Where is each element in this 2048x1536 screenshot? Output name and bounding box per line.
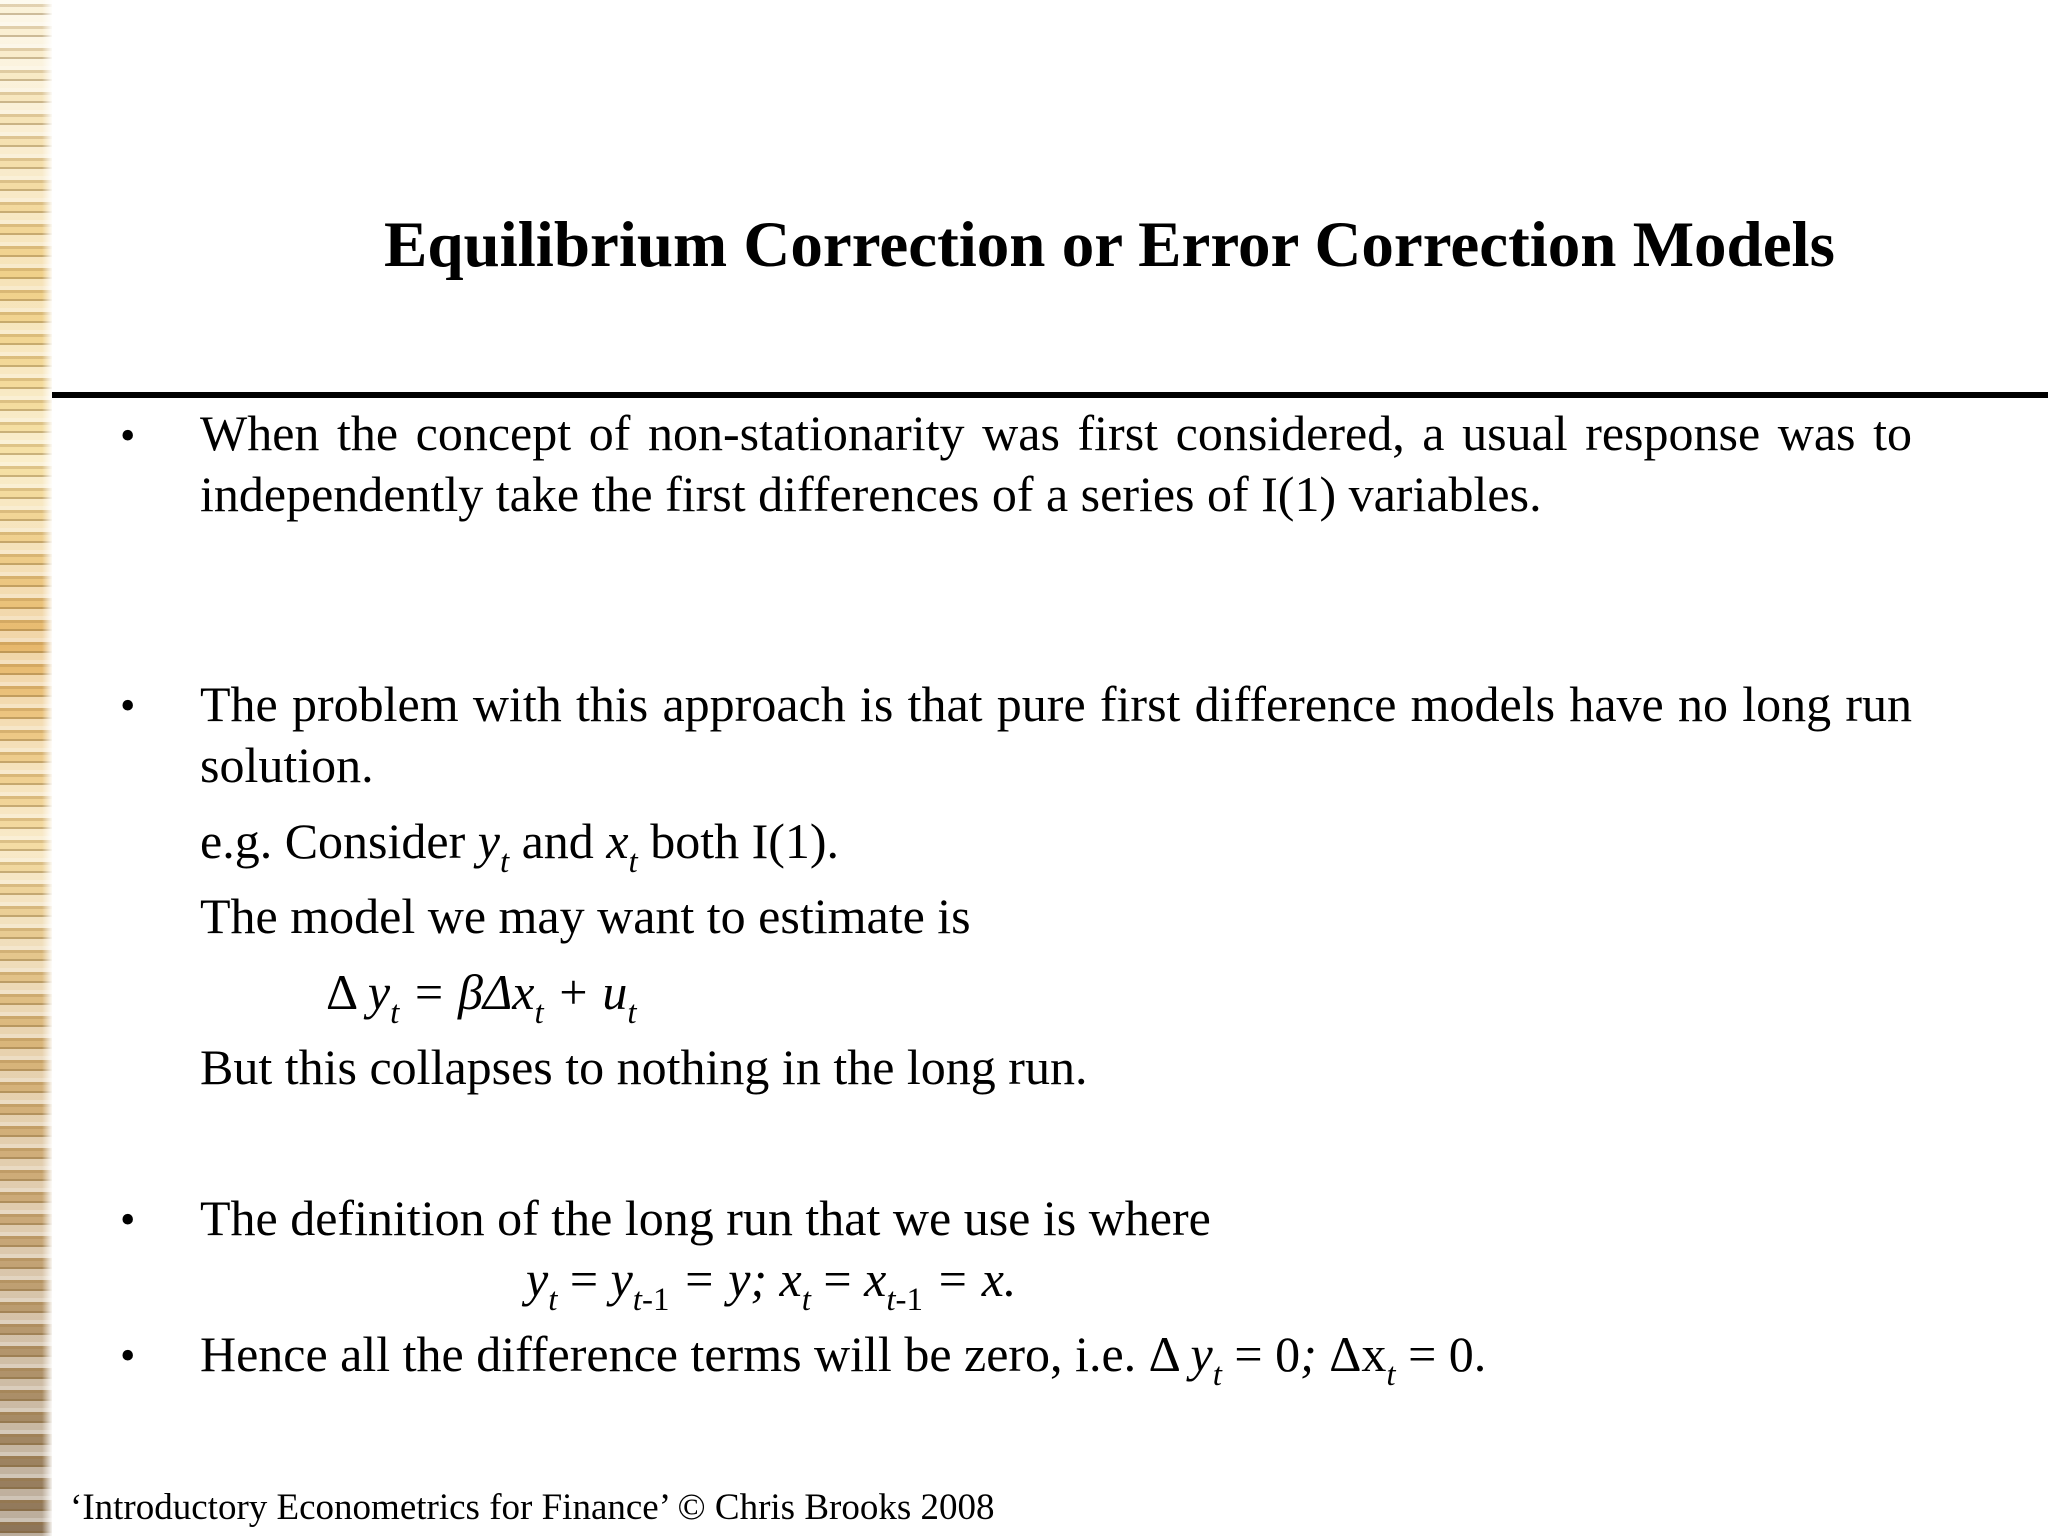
example-line: e.g. Consider $y_t$ and $x_t$ both I(1). [200, 813, 840, 880]
bullet-4-text: Hence all the difference terms will be zero, i.e. Δ $y_t = 0$; $\Delta x_t = 0$. [200, 1326, 1487, 1393]
bullet-3-text: The definition of the long run that we use is where [200, 1190, 1211, 1246]
long-run-equation: $y_t = y_{t-1} = y$; $x_t = x_{t-1} = x$. [526, 1251, 1017, 1318]
bullet-marker-2: • [120, 681, 136, 730]
bullet-2-text: The problem with this approach is that pure first difference models have no long run solution. [200, 676, 1912, 793]
bullet-marker-3: • [120, 1195, 136, 1244]
first-difference-equation: Δ $y_t = \beta\Delta x_t + u_t$ [326, 964, 637, 1031]
collapse-line: But this collapses to nothing in the long run. [200, 1039, 1088, 1095]
model-intro-line: The model we may want to estimate is [200, 888, 971, 944]
bullet-marker-1: • [120, 411, 136, 460]
bullet-marker-4: • [120, 1331, 136, 1380]
footer-copyright: ‘Introductory Econometrics for Finance’ © Chris Brooks 2008 [70, 1487, 995, 1528]
slide-title: Equilibrium Correction or Error Correction Models [384, 209, 1835, 281]
bullet-1-text: When the concept of non-stationarity was first considered, a usual response was to independently take the first differences of a series of I(1) variables. [200, 405, 1912, 522]
